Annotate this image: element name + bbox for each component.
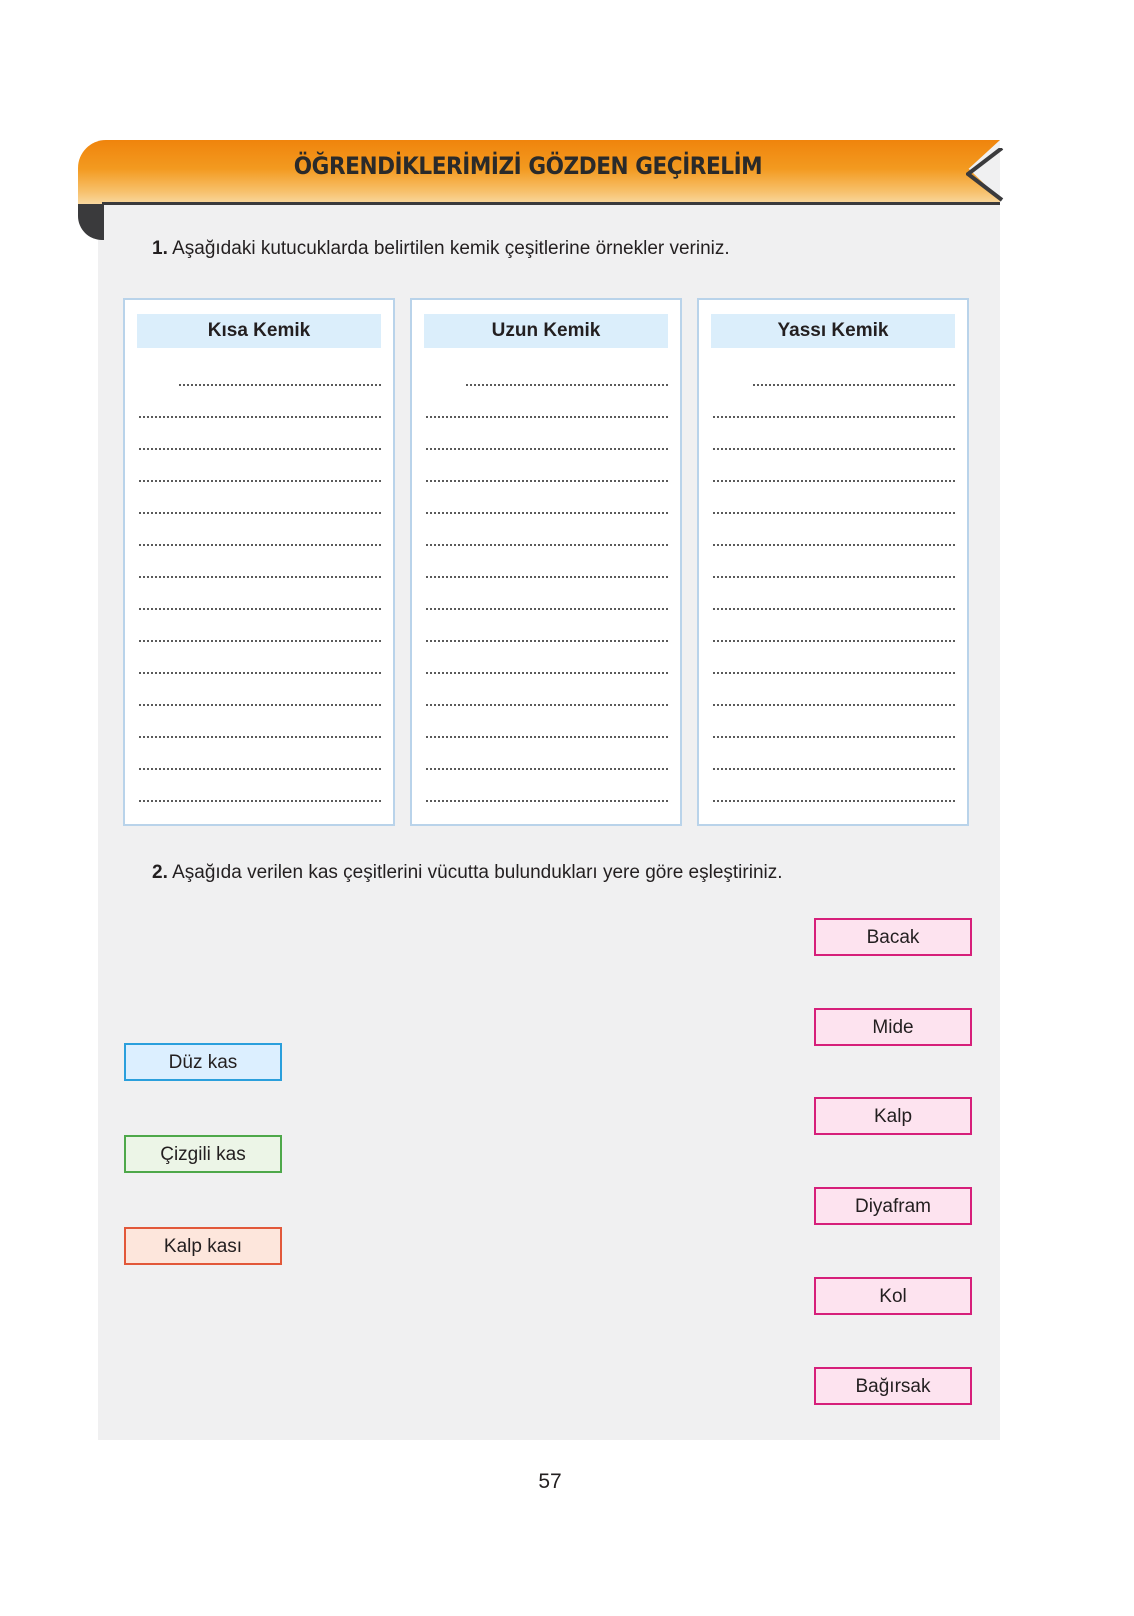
answer-dotted-line[interactable] bbox=[713, 736, 955, 738]
column-title: Uzun Kemik bbox=[424, 314, 668, 348]
answer-dotted-line[interactable] bbox=[713, 768, 955, 770]
body-part-box-leg[interactable]: Bacak bbox=[814, 918, 972, 956]
answer-dotted-line[interactable] bbox=[139, 448, 381, 450]
answer-dotted-line[interactable] bbox=[139, 800, 381, 802]
answer-dotted-line[interactable] bbox=[713, 704, 955, 706]
answer-dotted-line[interactable] bbox=[426, 480, 668, 482]
answer-dotted-line[interactable] bbox=[139, 736, 381, 738]
answer-dotted-line[interactable] bbox=[139, 672, 381, 674]
body-part-box-diaphragm[interactable]: Diyafram bbox=[814, 1187, 972, 1225]
question-2-text: Aşağıda verilen kas çeşitlerini vücutta bulundukları yere göre eşleştiriniz. bbox=[172, 862, 783, 883]
answer-dotted-line[interactable] bbox=[139, 704, 381, 706]
answer-dotted-line[interactable] bbox=[426, 640, 668, 642]
column-title: Yassı Kemik bbox=[711, 314, 955, 348]
page-title: ÖĞRENDİKLERİMİZİ GÖZDEN GEÇİRELİM bbox=[293, 152, 763, 180]
answer-dotted-line[interactable] bbox=[426, 704, 668, 706]
muscle-box-striated[interactable]: Çizgili kas bbox=[124, 1135, 282, 1173]
answer-dotted-line[interactable] bbox=[139, 576, 381, 578]
column-title: Kısa Kemik bbox=[137, 314, 381, 348]
answer-dotted-line[interactable] bbox=[426, 608, 668, 610]
answer-dotted-line[interactable] bbox=[139, 768, 381, 770]
answer-dotted-line[interactable] bbox=[713, 800, 955, 802]
answer-dotted-line[interactable] bbox=[426, 448, 668, 450]
answer-dotted-line[interactable] bbox=[466, 384, 668, 386]
answer-dotted-line[interactable] bbox=[713, 608, 955, 610]
banner-tail bbox=[78, 198, 104, 240]
answer-dotted-line[interactable] bbox=[713, 416, 955, 418]
answer-dotted-line[interactable] bbox=[713, 480, 955, 482]
answer-dotted-line[interactable] bbox=[426, 800, 668, 802]
answer-dotted-line[interactable] bbox=[426, 416, 668, 418]
answer-dotted-line[interactable] bbox=[713, 448, 955, 450]
answer-dotted-line[interactable] bbox=[426, 768, 668, 770]
answer-dotted-line[interactable] bbox=[713, 576, 955, 578]
answer-dotted-line[interactable] bbox=[426, 544, 668, 546]
question-1-text: Aşağıdaki kutucuklarda belirtilen kemik çeşitlerine örnekler veriniz. bbox=[172, 238, 730, 259]
banner-underline bbox=[102, 202, 1000, 205]
answer-dotted-line[interactable] bbox=[139, 640, 381, 642]
answer-dotted-line[interactable] bbox=[426, 736, 668, 738]
banner-notch-icon bbox=[966, 148, 1006, 204]
question-2 bbox=[152, 862, 783, 884]
question-1-number: 1. bbox=[152, 238, 168, 259]
answer-dotted-line[interactable] bbox=[426, 576, 668, 578]
answer-dotted-line[interactable] bbox=[426, 672, 668, 674]
body-part-box-intestine[interactable]: Bağırsak bbox=[814, 1367, 972, 1405]
answer-dotted-line[interactable] bbox=[139, 480, 381, 482]
question-2-number: 2. bbox=[152, 862, 168, 883]
muscle-box-smooth[interactable]: Düz kas bbox=[124, 1043, 282, 1081]
answer-dotted-line[interactable] bbox=[426, 512, 668, 514]
answer-dotted-line[interactable] bbox=[713, 640, 955, 642]
answer-dotted-line[interactable] bbox=[713, 512, 955, 514]
answer-dotted-line[interactable] bbox=[139, 544, 381, 546]
answer-dotted-line[interactable] bbox=[139, 512, 381, 514]
page-number: 57 bbox=[538, 1470, 562, 1493]
muscle-box-cardiac[interactable]: Kalp kası bbox=[124, 1227, 282, 1265]
answer-dotted-line[interactable] bbox=[713, 544, 955, 546]
answer-dotted-line[interactable] bbox=[179, 384, 381, 386]
body-part-box-stomach[interactable]: Mide bbox=[814, 1008, 972, 1046]
question-1 bbox=[152, 238, 730, 260]
bone-column-short bbox=[123, 298, 395, 826]
answer-dotted-line[interactable] bbox=[753, 384, 955, 386]
answer-dotted-line[interactable] bbox=[139, 608, 381, 610]
body-part-box-heart[interactable]: Kalp bbox=[814, 1097, 972, 1135]
answer-dotted-line[interactable] bbox=[713, 672, 955, 674]
bone-column-long bbox=[410, 298, 682, 826]
body-part-box-arm[interactable]: Kol bbox=[814, 1277, 972, 1315]
answer-dotted-line[interactable] bbox=[139, 416, 381, 418]
bone-column-flat bbox=[697, 298, 969, 826]
